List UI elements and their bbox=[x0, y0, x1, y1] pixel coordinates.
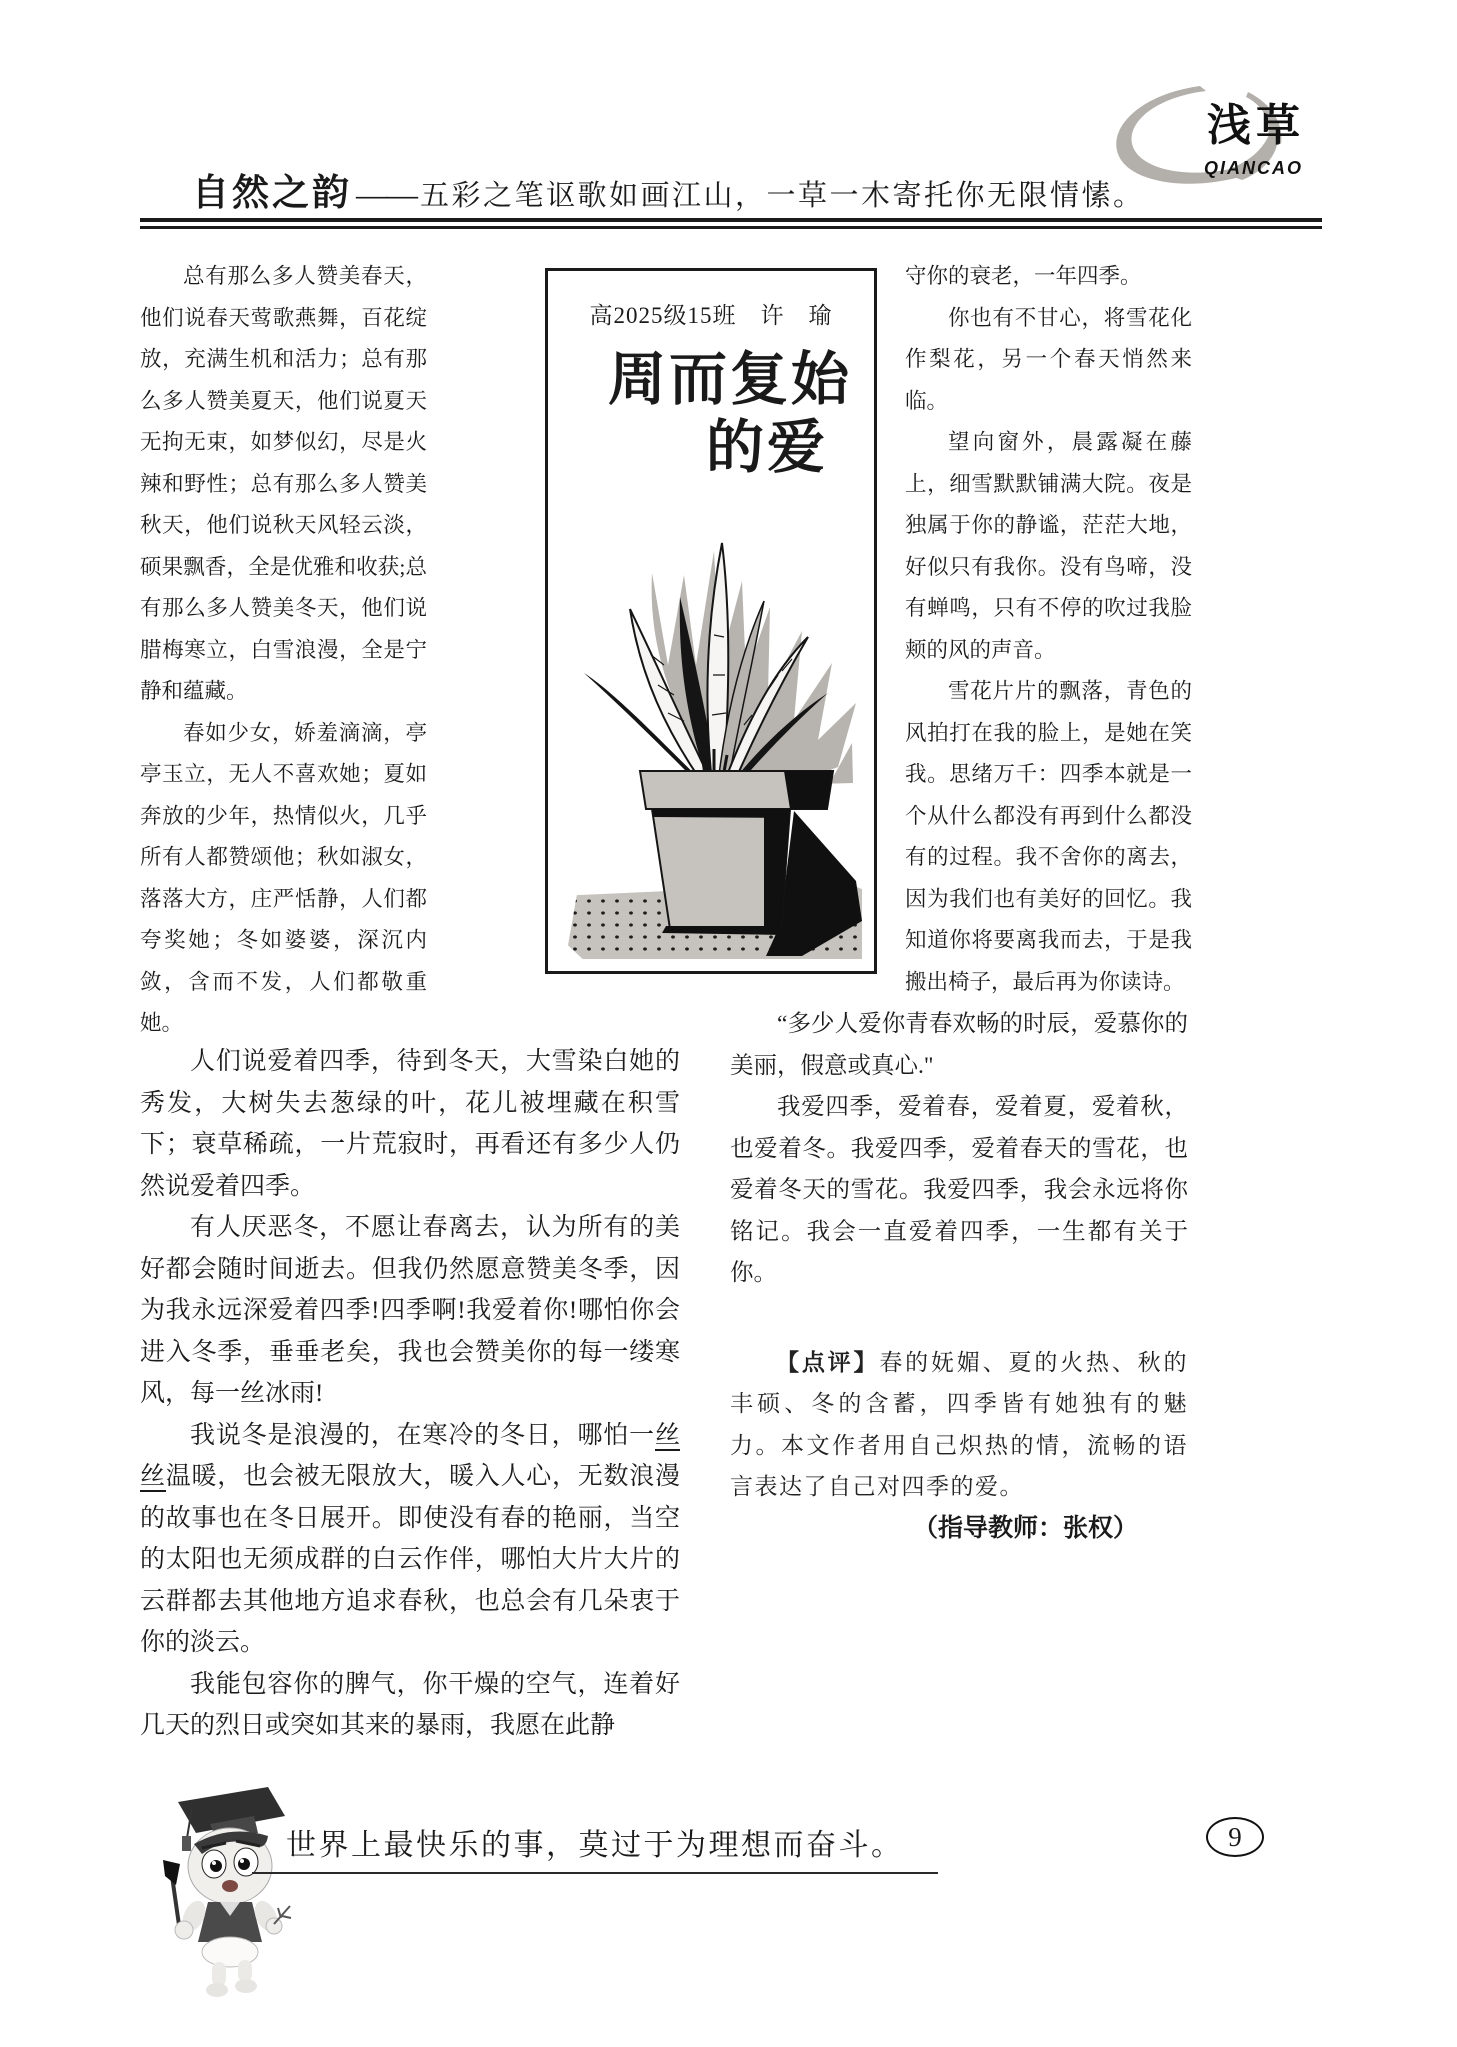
lower-left-column bbox=[140, 1041, 680, 1747]
teacher-credit: （指导教师：张权） bbox=[912, 1513, 1138, 1542]
header-rule-top bbox=[140, 218, 1322, 222]
potted-plant-illustration bbox=[556, 515, 866, 967]
page-header bbox=[192, 162, 1145, 216]
paragraph: 人们说爱着四季，待到冬天，大雪染白她的秀发，大树失去葱绿的叶，花儿被埋藏在积雪下；衰草稀疏，一片荒寂时，再看还有多少人仍然说爱着四季。 bbox=[140, 1048, 680, 1200]
lower-right-column bbox=[730, 1004, 1188, 1549]
upper-left-column bbox=[140, 256, 427, 1045]
paragraph: 守你的衰老，一年四季。 bbox=[905, 264, 1142, 288]
paragraph: 我能包容你的脾气，你干燥的空气，连着好几天的烈日或突如其来的暴雨，我愿在此静 bbox=[140, 1670, 680, 1739]
comment-text: 春的妩媚、夏的火热、秋的丰硕、冬的含蓄，四季皆有她独有的魅力。本文作者用自己炽热的情，流畅的语言表达了自己对四季的爱。 bbox=[730, 1349, 1189, 1499]
underlined-text: 丝丝 bbox=[140, 1421, 680, 1490]
logo-name-cn: 浅草 bbox=[1207, 101, 1305, 150]
upper-right-column bbox=[905, 256, 1192, 1003]
article-title-line1: 周而复始 bbox=[607, 347, 852, 412]
footer-slogan-rule bbox=[252, 1872, 938, 1874]
page-number: 9 bbox=[1206, 1817, 1264, 1857]
mascot-graduate-icon bbox=[150, 1772, 302, 2004]
paragraph: 雪花片片的飘落，青色的风拍打在我的脸上，是她在笑我。思绪万千：四季本就是一个从什么都没有再到什么都没有的过程。我不舍你的离去，因为我们也有美好的回忆。我知道你将要离我而去，于是我搬出椅子，最后再为你读诗。 bbox=[905, 679, 1192, 994]
qiancao-logo bbox=[1100, 80, 1315, 192]
paragraph: 有人厌恶冬，不愿让春离去，认为所有的美好都会随时间逝去。但我仍然愿意赞美冬季，因为我永远深爱着四季!四季啊!我爱着你!哪怕你会进入冬季，垂垂老矣，我也会赞美你的每一缕寒风，每一丝冰雨! bbox=[140, 1214, 680, 1407]
header-rule-bottom bbox=[140, 226, 1322, 229]
article-byline: 高2025级15班 许 瑜 bbox=[589, 303, 833, 328]
text-run: 我说冬是浪漫的，在寒冷的冬日，哪怕一 bbox=[190, 1421, 655, 1449]
paragraph: 我爱四季，爱着春，爱着夏，爱着秋，也爱着冬。我爱四季，爱着春天的雪花，也爱着冬天的雪花。我爱四季，我会永远将你铭记。我会一直爱着四季，一生都有关于你。 bbox=[730, 1094, 1188, 1286]
text-run: 温暖，也会被无限放大，暖入人心，无数浪漫的故事也在冬日展开。即使没有春的艳丽，当空的太阳也无须成群的白云作伴，哪怕大片大片的云群都去其他地方追求春秋，也总会有几朵衷于你的淡云。 bbox=[140, 1463, 680, 1656]
paragraph: 望向窗外，晨露凝在藤上，细雪默默铺满大院。夜是独属于你的静谧，茫茫大地，好似只有我你。没有鸟啼，没有蝉鸣，只有不停的吹过我脸颊的风的声音。 bbox=[905, 430, 1192, 662]
paragraph: 春如少女，娇羞滴滴，亭亭玉立，无人不喜欢她；夏如奔放的少年，热情似火，几乎所有人都赞颂他；秋如淑女，落落大方，庄严恬静，人们都夸奖她；冬如婆婆，深沉内敛，含而不发，人们都敬重她。 bbox=[140, 720, 427, 1035]
quote-paragraph: “多少人爱你青春欢畅的时辰，爱慕你的美丽，假意或真心." bbox=[730, 1011, 1188, 1079]
paragraph: 你也有不甘心，将雪花化作梨花，另一个春天悄然来临。 bbox=[905, 305, 1192, 413]
editor-comment bbox=[730, 1342, 1188, 1508]
logo-swoosh-icon bbox=[1100, 80, 1315, 192]
logo-name-en: QIANCAO bbox=[1204, 158, 1303, 178]
paragraph bbox=[140, 1415, 680, 1664]
header-tagline: 五彩之笔讴歌如画江山，一草一木寄托你无限情愫。 bbox=[420, 180, 1145, 212]
article-title-box bbox=[545, 268, 877, 974]
article-title-line2: 的爱 bbox=[705, 415, 828, 481]
section-title: 自然之韵 bbox=[192, 172, 352, 213]
footer-slogan: 世界上最快乐的事，莫过于为理想而奋斗。 bbox=[286, 1829, 904, 1862]
comment-label: 【点评】 bbox=[776, 1349, 880, 1375]
paragraph: 总有那么多人赞美春天，他们说春天莺歌燕舞，百花绽放，充满生机和活力；总有那么多人赞美夏天，他们说夏天无拘无束，如梦似幻，尽是火辣和野性；总有那么多人赞美秋天，他们说秋天风轻云淡，硕果飘香，全是优雅和收获;总有那么多人赞美冬天，他们说腊梅寒立，白雪浪漫，全是宁静和蕴藏。 bbox=[140, 264, 427, 703]
header-dash: —— bbox=[356, 176, 416, 212]
